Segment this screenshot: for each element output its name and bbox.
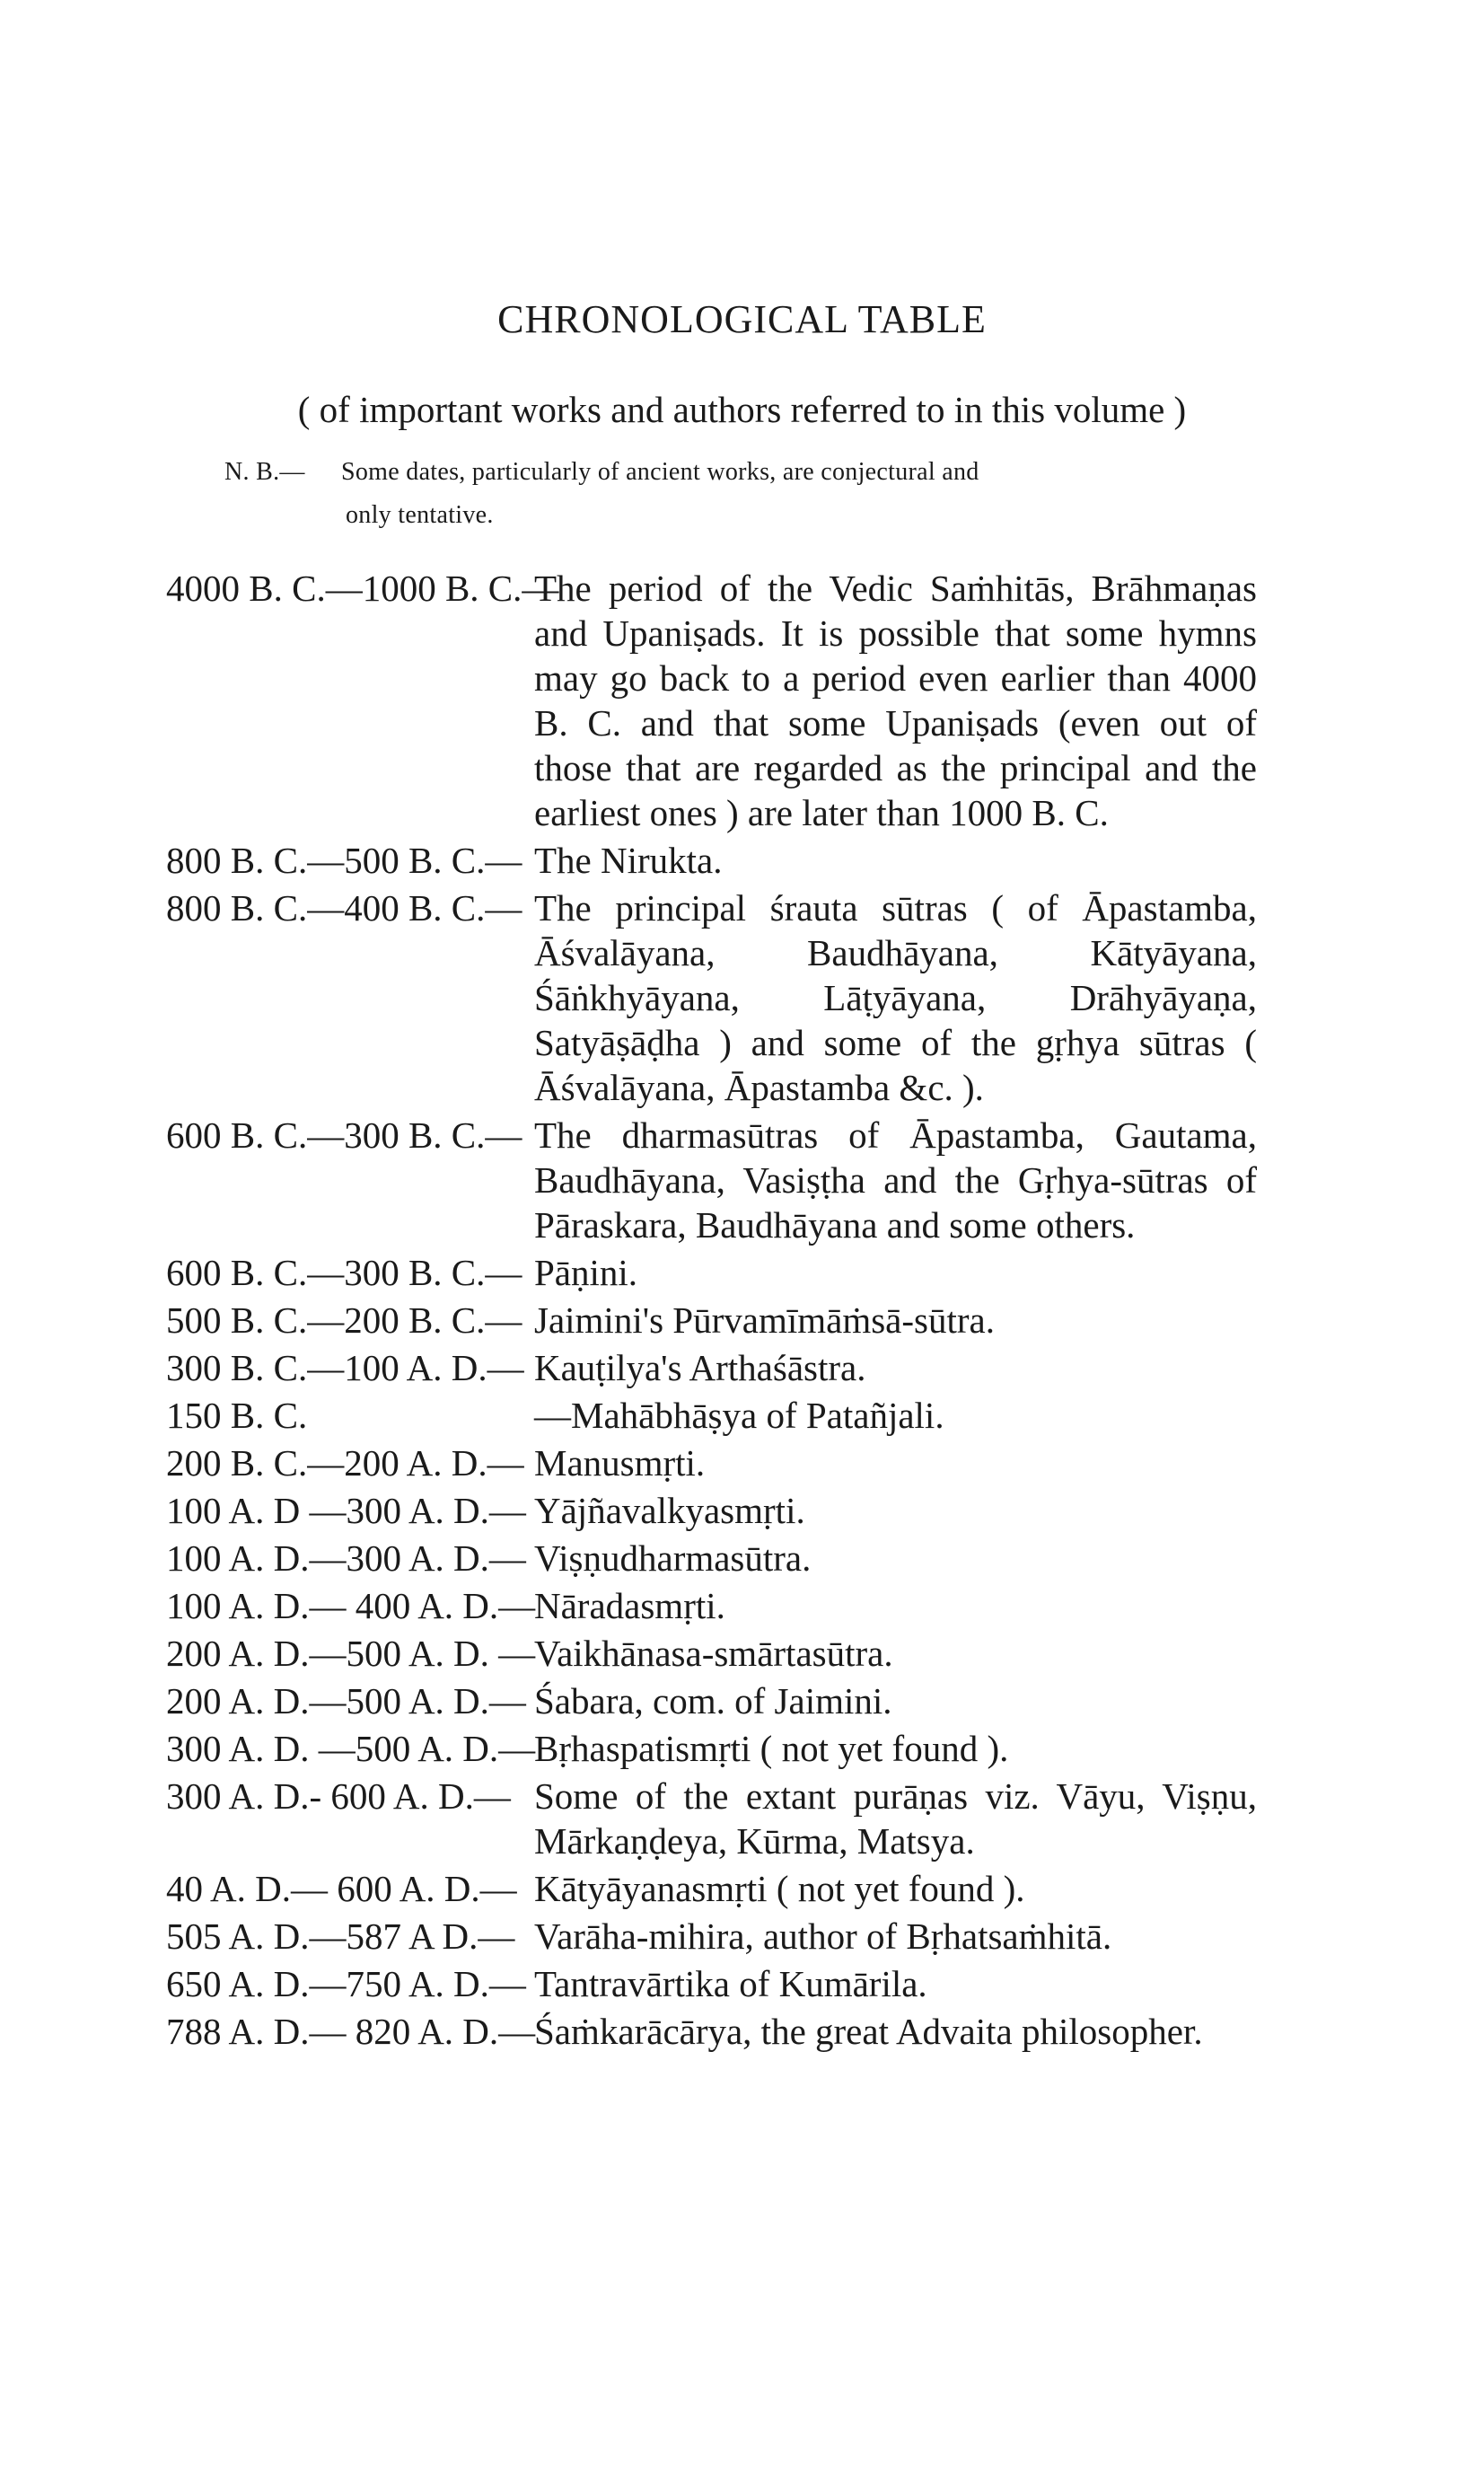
entry-date: 200 B. C.—200 A. D.— bbox=[166, 1442, 524, 1484]
entry-text: Nāradasmṛti. bbox=[534, 1585, 725, 1626]
chronology-entry bbox=[166, 1678, 1257, 1723]
chronology-entry bbox=[166, 1440, 1257, 1485]
entry-text: Varāha-mihira, author of Bṛhatsaṁhitā. bbox=[534, 1915, 1112, 1957]
entry-text: Śaṁkarācārya, the great Advaita philosopher. bbox=[534, 2011, 1203, 2052]
chronology-entry bbox=[166, 1298, 1257, 1343]
chronology-entry bbox=[166, 1536, 1257, 1581]
chronology-entry bbox=[166, 1113, 1257, 1247]
entry-date: 505 A. D.—587 A D.— bbox=[166, 1915, 515, 1957]
entry-date: 600 B. C.—300 B. C.— bbox=[166, 1252, 522, 1293]
entry-text: The period of the Vedic Saṁhitās, Brāhmaṇas and Upaniṣads. It is possible that some hymns may go back to a period even earlier than 4000 B. C. and that some Upaniṣads (even out of those that are regarded as the principal and the earliest ones ) are later than 1000 B. C. bbox=[534, 568, 1257, 833]
note-line-2: only tentative. bbox=[346, 501, 494, 529]
chronology-entry bbox=[166, 1345, 1257, 1390]
page-title: CHRONOLOGICAL TABLE bbox=[497, 297, 987, 341]
entry-text: Kauṭilya's Arthaśāstra. bbox=[534, 1347, 866, 1388]
entry-date: 300 A. D.- 600 A. D.— bbox=[166, 1775, 511, 1817]
entry-text: Yājñavalkyasmṛti. bbox=[534, 1490, 805, 1531]
entry-text: The Nirukta. bbox=[534, 840, 723, 881]
entry-date: 200 A. D.—500 A. D. — bbox=[166, 1633, 536, 1674]
entry-date: 200 A. D.—500 A. D.— bbox=[166, 1680, 526, 1722]
entry-date: 300 A. D. —500 A. D.— bbox=[166, 1728, 536, 1769]
entry-date: 100 A. D —300 A. D.— bbox=[166, 1490, 526, 1531]
entry-text: Jaimini's Pūrvamīmāṁsā-sūtra. bbox=[534, 1299, 995, 1341]
chronology-entry bbox=[166, 2009, 1257, 2054]
chronology-entry bbox=[166, 1961, 1257, 2006]
entry-date: 40 A. D.— 600 A. D.— bbox=[166, 1868, 517, 1909]
chronology-entry bbox=[166, 1726, 1257, 1771]
entry-date: 788 A. D.— 820 A. D.— bbox=[166, 2011, 536, 2052]
chronology-entry bbox=[166, 566, 1257, 835]
chronology-entry bbox=[166, 838, 1257, 883]
entry-text: The dharmasūtras of Āpastamba, Gautama, Baudhāyana, Vasiṣṭha and the Gṛhya-sūtras of Pāraskara, Baudhāyana and some others. bbox=[534, 1114, 1257, 1246]
entry-text: Śabara, com. of Jaimini. bbox=[534, 1680, 892, 1722]
entry-date: 600 B. C.—300 B. C.— bbox=[166, 1114, 522, 1156]
entry-date: 500 B. C.—200 B. C.— bbox=[166, 1299, 522, 1341]
chronology-entry bbox=[166, 1866, 1257, 1911]
chronology-entry bbox=[166, 1488, 1257, 1533]
chronology-entry bbox=[166, 885, 1257, 1110]
entry-text: Viṣṇudharmasūtra. bbox=[534, 1537, 812, 1579]
chronology-entry bbox=[166, 1774, 1257, 1863]
entry-date: 800 B. C.—400 B. C.— bbox=[166, 887, 522, 929]
note-line-1: Some dates, particularly of ancient works, are conjectural and bbox=[341, 458, 979, 486]
entry-date: 300 B. C.—100 A. D.— bbox=[166, 1347, 524, 1388]
entry-date: 100 A. D.— 400 A. D.— bbox=[166, 1585, 536, 1626]
chronology-list bbox=[166, 566, 1257, 2056]
note-label: N. B.— bbox=[224, 458, 305, 486]
entry-text: Vaikhānasa-smārtasūtra. bbox=[534, 1633, 893, 1674]
entry-date: 150 B. C. bbox=[166, 1395, 308, 1436]
entry-text: Some of the extant purāṇas viz. Vāyu, Viṣṇu, Mārkaṇḍeya, Kūrma, Matsya. bbox=[534, 1775, 1257, 1862]
entry-text: Bṛhaspatismṛti ( not yet found ). bbox=[534, 1728, 1009, 1769]
entry-text: The principal śrauta sūtras ( of Āpastamba, Āśvalāyana, Baudhāyana, Kātyāyana, Śāṅkhyāyana, Lāṭyāyana, Drāhyāyaṇa, Satyāṣāḍha ) and some of the gṛhya sūtras ( Āśvalāyana, Āpastamba &c. ). bbox=[534, 887, 1257, 1108]
chronology-entry bbox=[166, 1250, 1257, 1295]
entry-date: 4000 B. C.—1000 B. C.— bbox=[166, 568, 559, 609]
chronology-entry bbox=[166, 1583, 1257, 1628]
entry-text: Tantravārtika of Kumārila. bbox=[534, 1963, 927, 2004]
entry-text: Pāṇini. bbox=[534, 1252, 638, 1293]
chronology-entry bbox=[166, 1393, 1257, 1438]
entry-date: 800 B. C.—500 B. C.— bbox=[166, 840, 522, 881]
chronology-entry bbox=[166, 1631, 1257, 1676]
entry-text: Manusmṛti. bbox=[534, 1442, 706, 1484]
editorial-note bbox=[224, 451, 1257, 537]
entry-date: 650 A. D.—750 A. D.— bbox=[166, 1963, 526, 2004]
entry-date: 100 A. D.—300 A. D.— bbox=[166, 1537, 526, 1579]
entry-text: Kātyāyanasmṛti ( not yet found ). bbox=[534, 1868, 1025, 1909]
entry-text: —Mahābhāṣya of Patañjali. bbox=[534, 1395, 944, 1436]
page-subtitle: ( of important works and authors referred to in this volume ) bbox=[297, 389, 1187, 430]
chronology-entry bbox=[166, 1914, 1257, 1959]
